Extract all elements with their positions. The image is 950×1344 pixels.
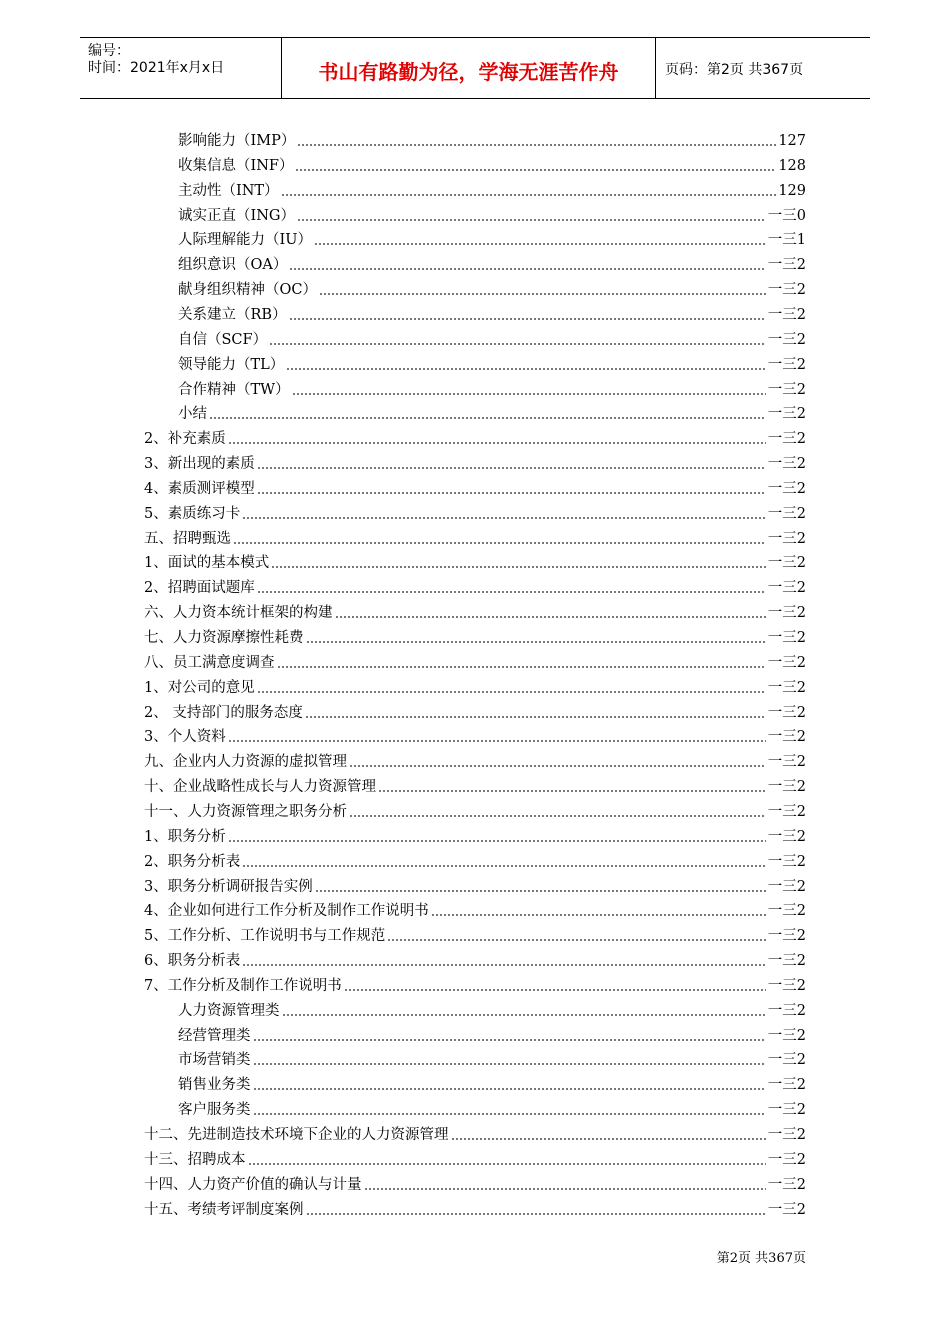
toc-entry-page-number: 一三2 bbox=[767, 953, 806, 970]
page-info: 页码：第2页 共367页 bbox=[665, 62, 804, 78]
toc-entry[interactable] bbox=[144, 599, 806, 623]
toc-entry[interactable] bbox=[144, 500, 806, 524]
toc-dot-leader bbox=[253, 1087, 766, 1091]
toc-entry-page-number: 一三2 bbox=[767, 356, 806, 373]
toc-entry[interactable] bbox=[178, 1022, 806, 1046]
toc-entry-title: 小结 bbox=[178, 406, 207, 423]
toc-entry-page-number: 一三2 bbox=[767, 406, 806, 423]
toc-entry-page-number: 一三2 bbox=[767, 977, 806, 994]
toc-entry-title: 诚实正直（ING） bbox=[178, 207, 295, 224]
toc-dot-leader bbox=[257, 690, 766, 694]
toc-entry[interactable] bbox=[178, 301, 806, 325]
toc-dot-leader bbox=[431, 913, 766, 917]
toc-entry-page-number: 一三2 bbox=[767, 1027, 806, 1044]
toc-entry[interactable] bbox=[144, 549, 806, 573]
toc-entry[interactable] bbox=[144, 624, 806, 648]
toc-entry[interactable] bbox=[144, 1146, 806, 1170]
toc-dot-leader bbox=[349, 764, 766, 768]
toc-entry[interactable] bbox=[144, 450, 806, 474]
header-slogan-cell bbox=[281, 38, 656, 98]
toc-entry-title: 九、企业内人力资源的虚拟管理 bbox=[144, 754, 347, 771]
toc-entry-title: 1、职务分析 bbox=[144, 828, 226, 845]
toc-entry-title: 十、企业战略性成长与人力资源管理 bbox=[144, 779, 376, 796]
toc-entry-page-number: 一三2 bbox=[767, 1102, 806, 1119]
toc-entry-title: 收集信息（INF） bbox=[178, 157, 294, 174]
toc-entry-page-number: 一三2 bbox=[767, 1077, 806, 1094]
toc-entry-page-number: 一三2 bbox=[767, 729, 806, 746]
toc-dot-leader bbox=[271, 565, 766, 569]
toc-entry-title: 自信（SCF） bbox=[178, 331, 268, 348]
toc-entry[interactable] bbox=[178, 276, 806, 300]
toc-entry-title: 人力资源管理类 bbox=[178, 1002, 280, 1019]
toc-dot-leader bbox=[257, 466, 766, 470]
toc-entry-page-number: 一三2 bbox=[767, 1002, 806, 1019]
toc-dot-leader bbox=[364, 1187, 766, 1191]
toc-entry-page-number: 129 bbox=[778, 182, 806, 199]
toc-dot-leader bbox=[289, 267, 765, 271]
toc-dot-leader bbox=[209, 416, 766, 420]
toc-entry[interactable] bbox=[144, 972, 806, 996]
toc-dot-leader bbox=[349, 814, 766, 818]
toc-dot-leader bbox=[242, 963, 766, 967]
toc-dot-leader bbox=[281, 193, 777, 197]
toc-entry[interactable] bbox=[178, 152, 806, 176]
toc-entry[interactable] bbox=[178, 177, 806, 201]
toc-entry-title: 主动性（INT） bbox=[178, 182, 279, 199]
toc-entry-page-number: 一三1 bbox=[767, 232, 806, 249]
toc-dot-leader bbox=[387, 938, 766, 942]
toc-entry-page-number: 一三2 bbox=[767, 431, 806, 448]
toc-entry-page-number: 一三2 bbox=[767, 878, 806, 895]
toc-entry[interactable] bbox=[144, 1171, 806, 1195]
toc-entry-title: 献身组织精神（OC） bbox=[178, 282, 317, 299]
toc-dot-leader bbox=[277, 665, 766, 669]
toc-dot-leader bbox=[228, 739, 766, 743]
toc-entry-page-number: 一三2 bbox=[767, 828, 806, 845]
toc-dot-leader bbox=[253, 1038, 766, 1042]
toc-dot-leader bbox=[233, 541, 766, 545]
toc-dot-leader bbox=[297, 218, 766, 222]
toc-entry-page-number: 一三2 bbox=[767, 530, 806, 547]
toc-entry-title: 4、企业如何进行工作分析及制作工作说明书 bbox=[144, 903, 429, 920]
toc-entry-page-number: 一三2 bbox=[767, 1127, 806, 1143]
toc-entry-title: 2、补充素质 bbox=[144, 431, 226, 448]
toc-entry[interactable] bbox=[178, 1071, 806, 1095]
toc-entry[interactable] bbox=[144, 723, 806, 747]
toc-entry-page-number: 128 bbox=[778, 157, 806, 174]
toc-entry-title: 3、个人资料 bbox=[144, 729, 226, 746]
toc-entry[interactable] bbox=[144, 748, 806, 772]
toc-entry-title: 影响能力（IMP） bbox=[178, 133, 296, 149]
toc-entry[interactable] bbox=[144, 1196, 806, 1220]
toc-entry-title: 6、职务分析表 bbox=[144, 953, 241, 970]
toc-dot-leader bbox=[335, 615, 766, 619]
toc-entry[interactable] bbox=[144, 525, 806, 549]
toc-entry-title: 十二、先进制造技术环境下企业的人力资源管理 bbox=[144, 1127, 449, 1143]
toc-entry-page-number: 一三2 bbox=[767, 754, 806, 771]
toc-entry[interactable] bbox=[178, 127, 806, 151]
toc-entry-page-number: 一三2 bbox=[767, 704, 806, 721]
toc-entry-page-number: 一三2 bbox=[767, 779, 806, 796]
toc-entry-title: 3、新出现的素质 bbox=[144, 456, 255, 473]
toc-entry-page-number: 一三2 bbox=[767, 1176, 806, 1193]
toc-entry-title: 人际理解能力（IU） bbox=[178, 232, 312, 249]
toc-entry-title: 十五、考绩考评制度案例 bbox=[144, 1201, 304, 1218]
toc-dot-leader bbox=[289, 317, 766, 321]
toc-entry-page-number: 一三2 bbox=[767, 555, 806, 572]
toc-entry[interactable] bbox=[178, 1046, 806, 1070]
toc-dot-leader bbox=[306, 1212, 766, 1216]
toc-entry[interactable] bbox=[144, 699, 806, 723]
toc-dot-leader bbox=[269, 342, 766, 346]
toc-entry-page-number: 一三2 bbox=[767, 654, 806, 671]
toc-entry[interactable] bbox=[144, 475, 806, 499]
toc-entry[interactable] bbox=[144, 425, 806, 449]
toc-entry-title: 销售业务类 bbox=[178, 1077, 251, 1094]
toc-entry-page-number: 一三2 bbox=[767, 580, 806, 597]
toc-entry[interactable] bbox=[144, 922, 806, 946]
toc-dot-leader bbox=[282, 1013, 766, 1017]
toc-entry-page-number: 一三2 bbox=[767, 480, 806, 497]
toc-entry-title: 2、 支持部门的服务态度 bbox=[144, 704, 303, 721]
number-label: 编号： bbox=[88, 43, 130, 59]
toc-entry-page-number: 一三2 bbox=[767, 257, 806, 274]
toc-dot-leader bbox=[314, 242, 766, 246]
toc-entry[interactable] bbox=[144, 848, 806, 872]
toc-entry[interactable] bbox=[144, 649, 806, 673]
toc-entry-title: 关系建立（RB） bbox=[178, 306, 287, 323]
toc-entry-page-number: 一三0 bbox=[767, 207, 806, 224]
toc-entry[interactable] bbox=[144, 1121, 806, 1145]
toc-entry[interactable] bbox=[144, 773, 806, 797]
toc-entry-title: 组织意识（OA） bbox=[178, 257, 288, 274]
page-header bbox=[80, 37, 870, 99]
toc-entry[interactable] bbox=[178, 251, 806, 275]
toc-entry-title: 八、员工满意度调查 bbox=[144, 654, 275, 671]
toc-entry-page-number: 一三2 bbox=[767, 331, 806, 348]
toc-entry-page-number: 一三2 bbox=[767, 903, 806, 920]
toc-entry[interactable] bbox=[178, 202, 806, 226]
toc-dot-leader bbox=[295, 168, 776, 172]
toc-entry[interactable] bbox=[178, 326, 806, 350]
toc-entry-title: 1、对公司的意见 bbox=[144, 679, 255, 696]
toc-dot-leader bbox=[253, 1062, 766, 1066]
toc-dot-leader bbox=[257, 590, 766, 594]
toc-entry[interactable] bbox=[144, 897, 806, 921]
toc-entry-title: 十四、人力资产价值的确认与计量 bbox=[144, 1176, 362, 1193]
toc-entry[interactable] bbox=[178, 351, 806, 375]
toc-entry-title: 3、职务分析调研报告实例 bbox=[144, 878, 313, 895]
toc-entry-page-number: 一三2 bbox=[767, 630, 806, 646]
toc-entry-title: 7、工作分析及制作工作说明书 bbox=[144, 977, 342, 994]
toc-dot-leader bbox=[228, 839, 766, 843]
toc-entry-title: 六、人力资本统计框架的构建 bbox=[144, 605, 333, 622]
toc-entry-page-number: 一三2 bbox=[767, 605, 806, 622]
toc-dot-leader bbox=[242, 516, 766, 520]
toc-entry-page-number: 一三2 bbox=[767, 1151, 806, 1168]
toc-entry[interactable] bbox=[144, 947, 806, 971]
toc-entry-title: 合作精神（TW） bbox=[178, 381, 290, 398]
toc-entry-title: 4、素质测评模型 bbox=[144, 480, 255, 497]
toc-dot-leader bbox=[248, 1162, 766, 1166]
toc-entry-title: 2、职务分析表 bbox=[144, 853, 241, 870]
toc-entry-title: 七、人力资源摩擦性耗费 bbox=[144, 630, 304, 646]
page-footer: 第2页 共367页 bbox=[716, 1251, 806, 1266]
toc-entry-title: 1、面试的基本模式 bbox=[144, 555, 270, 572]
toc-entry-title: 市场营销类 bbox=[178, 1052, 251, 1069]
toc-entry-title: 2、招聘面试题库 bbox=[144, 580, 255, 597]
toc-dot-leader bbox=[315, 889, 766, 893]
toc-entry-page-number: 127 bbox=[778, 133, 806, 149]
toc-entry-page-number: 一三2 bbox=[767, 282, 806, 299]
toc-entry-page-number: 一三2 bbox=[767, 505, 806, 522]
toc-dot-leader bbox=[306, 640, 766, 644]
toc-dot-leader bbox=[319, 292, 766, 296]
toc-dot-leader bbox=[305, 715, 766, 719]
toc-dot-leader bbox=[451, 1137, 766, 1141]
toc-dot-leader bbox=[344, 988, 766, 992]
time-label: 时间：2021年x月x日 bbox=[88, 60, 225, 76]
toc-dot-leader bbox=[228, 441, 766, 445]
toc-entry-page-number: 一三2 bbox=[767, 456, 806, 473]
slogan: 书山有路勤为径，学海无涯苦作舟 bbox=[318, 60, 619, 84]
toc-entry-title: 十三、招聘成本 bbox=[144, 1151, 246, 1168]
toc-entry[interactable] bbox=[144, 798, 806, 822]
toc-entry-title: 十一、人力资源管理之职务分析 bbox=[144, 803, 347, 820]
toc-entry-page-number: 一三2 bbox=[767, 1201, 806, 1218]
toc-dot-leader bbox=[257, 491, 766, 495]
toc-entry[interactable] bbox=[144, 674, 806, 698]
header-page-cell bbox=[655, 38, 870, 98]
toc-entry[interactable] bbox=[178, 1096, 806, 1120]
toc-entry[interactable] bbox=[178, 400, 806, 424]
toc-entry[interactable] bbox=[144, 823, 806, 847]
toc-entry-page-number: 一三2 bbox=[767, 306, 806, 323]
toc-entry-title: 领导能力（TL） bbox=[178, 356, 285, 373]
toc-entry[interactable] bbox=[144, 574, 806, 598]
toc-entry[interactable] bbox=[178, 226, 806, 250]
toc-entry[interactable] bbox=[144, 873, 806, 897]
toc-entry[interactable] bbox=[178, 997, 806, 1021]
toc-entry[interactable] bbox=[178, 376, 806, 400]
header-meta-cell bbox=[80, 38, 281, 98]
toc-dot-leader bbox=[297, 143, 776, 147]
toc-entry-title: 客户服务类 bbox=[178, 1102, 251, 1119]
toc-dot-leader bbox=[292, 392, 766, 396]
toc-dot-leader bbox=[286, 367, 765, 371]
toc-dot-leader bbox=[253, 1112, 766, 1116]
toc-entry-page-number: 一三2 bbox=[767, 928, 806, 945]
toc-entry-title: 五、招聘甄选 bbox=[144, 530, 231, 547]
toc-dot-leader bbox=[242, 864, 766, 868]
toc-entry-page-number: 一三2 bbox=[767, 1052, 806, 1069]
toc-entry-page-number: 一三2 bbox=[767, 381, 806, 398]
toc-entry-page-number: 一三2 bbox=[767, 853, 806, 870]
toc-entry-page-number: 一三2 bbox=[767, 679, 806, 696]
toc-entry-title: 5、素质练习卡 bbox=[144, 505, 241, 522]
toc-entry-page-number: 一三2 bbox=[767, 803, 806, 820]
toc-dot-leader bbox=[378, 789, 766, 793]
toc-entry-title: 5、工作分析、工作说明书与工作规范 bbox=[144, 928, 386, 945]
toc-entry-title: 经营管理类 bbox=[178, 1027, 251, 1044]
